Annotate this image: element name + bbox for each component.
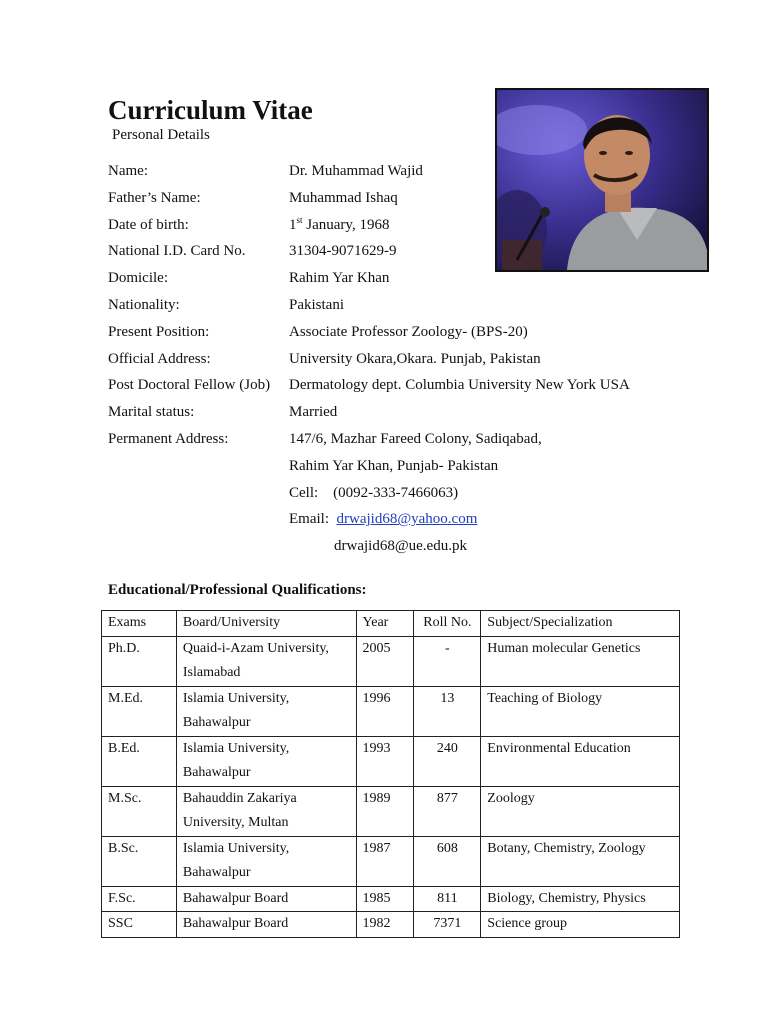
cell-roll: 877 — [414, 786, 481, 836]
qualifications-heading: Educational/Professional Qualifications: — [108, 582, 367, 598]
board-line2: University, Multan — [182, 815, 289, 830]
father-name-value: Muhammad Ishaq — [289, 189, 398, 206]
domicile-value: Rahim Yar Khan — [289, 270, 390, 287]
detail-row-email — [108, 506, 708, 533]
detail-row-dob — [108, 212, 708, 239]
board-line1: Bahauddin Zakariya — [182, 790, 297, 806]
cell-year: 1985 — [356, 886, 414, 912]
dob-day: 1 — [289, 216, 297, 233]
qualifications-table — [101, 610, 680, 938]
email-entry — [289, 506, 477, 533]
email-primary-link[interactable]: drwajid68@yahoo.com — [336, 511, 478, 528]
board-line1: Islamia University, — [182, 740, 290, 756]
header-year: Year — [356, 611, 414, 637]
page-title: Curriculum Vitae — [108, 95, 313, 125]
cell-year: 1982 — [356, 912, 414, 938]
cell-value: (0092-333-7466063) — [333, 484, 459, 501]
cell-subject: Teaching of Biology — [481, 686, 680, 736]
board-line1: Islamia University, — [182, 690, 290, 706]
official-address-value: University Okara,Okara. Punjab, Pakistan — [289, 350, 541, 367]
table-row — [102, 636, 680, 686]
permanent-address-line1: 147/6, Mazhar Fareed Colony, Sadiqabad, — [289, 430, 542, 447]
dob-value — [289, 212, 389, 239]
cell-board — [176, 686, 356, 736]
header-board: Board/University — [176, 611, 356, 637]
personal-details — [108, 158, 708, 560]
cell-entry — [289, 480, 458, 507]
cell-year: 1987 — [356, 836, 414, 886]
permanent-address-label: Permanent Address: — [108, 430, 229, 447]
cell-subject: Zoology — [481, 786, 680, 836]
table-row — [102, 736, 680, 786]
cell-exam: B.Sc. — [102, 836, 177, 886]
nic-value: 31304-9071629-9 — [289, 243, 397, 260]
detail-row-marital — [108, 399, 708, 426]
father-name-label: Father’s Name: — [108, 189, 201, 206]
detail-row-email-2 — [108, 533, 708, 560]
cell-board: Bahawalpur Board — [176, 912, 356, 938]
dob-rest: January, 1968 — [302, 216, 390, 233]
cell-board: Bahawalpur Board — [176, 886, 356, 912]
postdoc-value: Dermatology dept. Columbia University New York USA — [289, 377, 630, 394]
dob-suffix: st — [296, 214, 303, 225]
nic-label: National I.D. Card No. — [108, 243, 246, 260]
cell-board — [176, 636, 356, 686]
header-subject: Subject/Specialization — [481, 611, 680, 637]
cell-board — [176, 836, 356, 886]
cell-roll: 240 — [414, 736, 481, 786]
postdoc-label: Post Doctoral Fellow (Job) — [108, 377, 271, 394]
email-secondary: drwajid68@ue.edu.pk — [334, 538, 467, 555]
marital-label: Marital status: — [108, 404, 195, 421]
cell-year: 2005 — [356, 636, 414, 686]
cell-exam: M.Sc. — [102, 786, 177, 836]
cell-subject: Biology, Chemistry, Physics — [481, 886, 680, 912]
permanent-address-line2: Rahim Yar Khan, Punjab- Pakistan — [289, 457, 499, 474]
official-address-label: Official Address: — [108, 350, 211, 367]
detail-row-nic — [108, 238, 708, 265]
detail-row-nationality — [108, 292, 708, 319]
cell-roll: 7371 — [414, 912, 481, 938]
position-value: Associate Professor Zoology- (BPS-20) — [289, 323, 528, 340]
table-row — [102, 836, 680, 886]
board-line2: Islamabad — [182, 665, 241, 680]
table-row — [102, 886, 680, 912]
detail-row-permanent-address-2 — [108, 453, 708, 480]
detail-row-postdoc — [108, 372, 708, 399]
dob-label: Date of birth: — [108, 216, 189, 233]
domicile-label: Domicile: — [108, 270, 168, 287]
detail-row-name — [108, 158, 708, 185]
table-row — [102, 786, 680, 836]
table-row — [102, 686, 680, 736]
cell-exam: M.Ed. — [102, 686, 177, 736]
board-line1: Islamia University, — [182, 840, 290, 856]
header-exams: Exams — [102, 611, 177, 637]
board-line1: Quaid-i-Azam University, — [182, 640, 329, 656]
detail-row-father — [108, 185, 708, 212]
cell-label: Cell: — [289, 484, 319, 501]
board-line2: Bahawalpur — [182, 765, 251, 780]
detail-row-cell — [108, 480, 708, 507]
section-subtitle-personal-details: Personal Details — [112, 127, 210, 143]
cell-year: 1993 — [356, 736, 414, 786]
cell-subject: Science group — [481, 912, 680, 938]
nationality-value: Pakistani — [289, 296, 344, 313]
cell-exam: F.Sc. — [102, 886, 177, 912]
table-header-row — [102, 611, 680, 637]
email-label: Email: — [289, 511, 329, 528]
detail-row-domicile — [108, 265, 708, 292]
table-row — [102, 912, 680, 938]
cell-exam: B.Ed. — [102, 736, 177, 786]
cell-subject: Environmental Education — [481, 736, 680, 786]
cell-roll: - — [414, 636, 481, 686]
marital-value: Married — [289, 404, 338, 421]
cell-year: 1989 — [356, 786, 414, 836]
cell-exam: SSC — [102, 912, 177, 938]
detail-row-permanent-address — [108, 426, 708, 453]
header-roll: Roll No. — [414, 611, 481, 637]
cell-subject: Human molecular Genetics — [481, 636, 680, 686]
cell-board — [176, 786, 356, 836]
cell-exam: Ph.D. — [102, 636, 177, 686]
board-line2: Bahawalpur — [182, 715, 251, 730]
board-line2: Bahawalpur — [182, 865, 251, 880]
cell-roll: 608 — [414, 836, 481, 886]
detail-row-official-address — [108, 346, 708, 373]
cell-roll: 13 — [414, 686, 481, 736]
cell-subject: Botany, Chemistry, Zoology — [481, 836, 680, 886]
cell-roll: 811 — [414, 886, 481, 912]
detail-row-position — [108, 319, 708, 346]
nationality-label: Nationality: — [108, 296, 180, 313]
name-label: Name: — [108, 163, 148, 179]
cell-board — [176, 736, 356, 786]
cell-year: 1996 — [356, 686, 414, 736]
name-value: Dr. Muhammad Wajid — [289, 163, 423, 179]
position-label: Present Position: — [108, 323, 210, 340]
